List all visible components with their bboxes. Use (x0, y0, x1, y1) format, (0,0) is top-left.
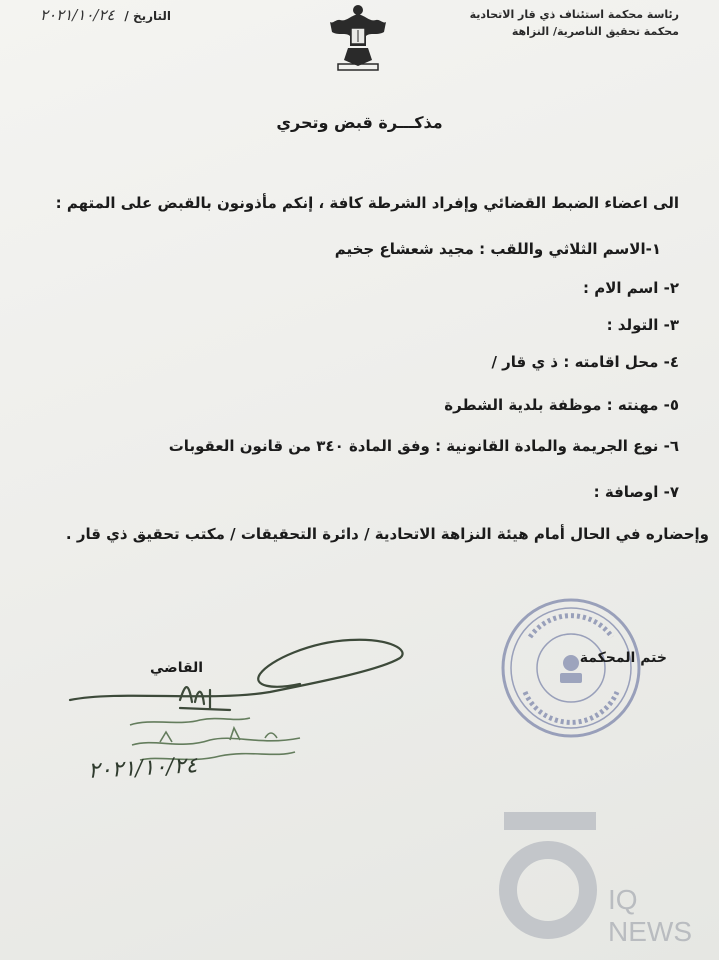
watermark-text: IQ NEWS (608, 884, 692, 947)
item-mother-name: ٢- اسم الام : (582, 279, 679, 297)
item-birth: ٣- التولد : (606, 316, 679, 334)
judge-label: القاضي (150, 660, 204, 676)
judge-signature-icon (60, 630, 420, 810)
closing-line: وإحضاره في الحال أمام هيئة النزاهة الاتحادية / دائرة التحقيقات / مكتب تحقيق ذي قار . (65, 525, 709, 543)
date-value: ٢٠٢١/١٠/٢٤ (40, 6, 115, 24)
court-header (470, 6, 679, 40)
handwritten-date: ٢٠٢١/١٠/٢٤ (87, 753, 198, 784)
item-crime-article: ٦- نوع الجريمة والمادة القانونية : وفق المادة ٣٤٠ من قانون العقوبات (168, 437, 679, 455)
header-date (40, 6, 171, 24)
item-description: ٧- اوصافة : (593, 483, 679, 501)
court-stamp-icon (500, 597, 642, 739)
court-header-line1: رئاسة محكمة استئناف ذي قار الاتحادية (469, 8, 679, 21)
item-name: ١-الاسم الثلاثي واللقب : مجيد شعشاع جخيم (334, 240, 661, 258)
iraq-emblem-icon (328, 2, 388, 72)
court-stamp-label: ختم المحكمة (579, 650, 667, 666)
iq-news-logo-icon (486, 806, 616, 946)
date-label: التاريخ / (124, 9, 172, 23)
item-occupation: ٥- مهنته : موظفة بلدية الشطرة (444, 396, 679, 414)
court-header-line2: محكمة تحقيق الناصرية/ النزاهة (511, 25, 679, 38)
item-residence: ٤- محل اقامته : ذ ي قار / (491, 353, 679, 371)
document-title: مذكـــرة قبض وتحري (276, 113, 443, 132)
intro-line: الى اعضاء الضبط القضائي وإفراد الشرطة كافة ، إنكم مأذونون بالقبض على المتهم : (55, 194, 679, 212)
